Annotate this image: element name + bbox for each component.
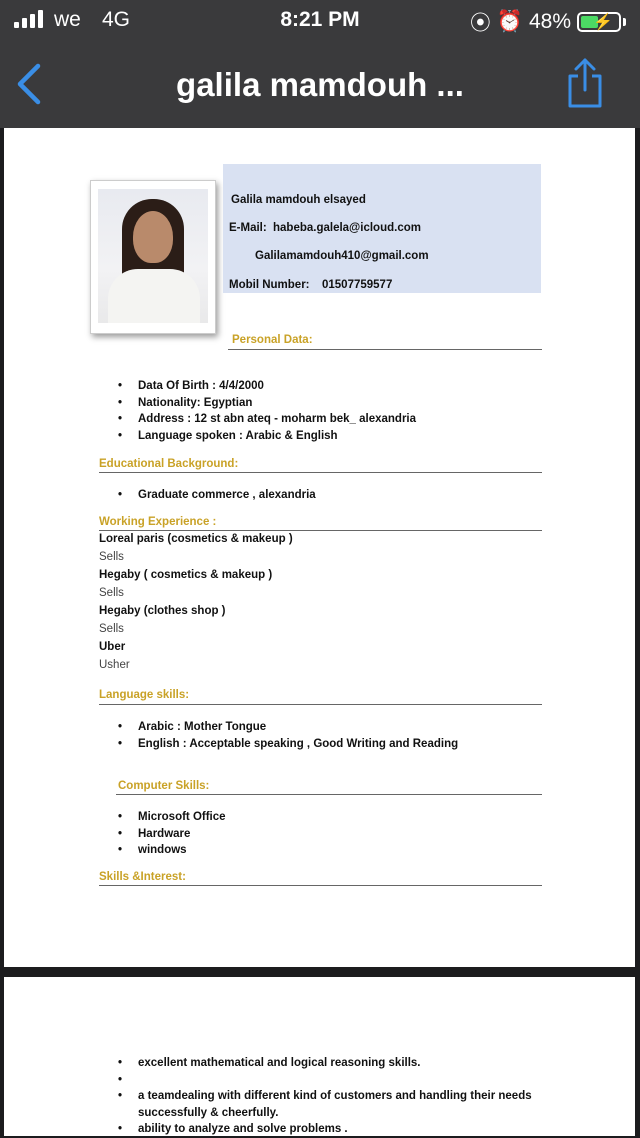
list-item: • English : Acceptable speaking , Good Writing and Reading [116, 736, 458, 753]
list-item: • Data Of Birth : 4/4/2000 [116, 378, 416, 395]
email-secondary: Galilamamdouh410@gmail.com [255, 250, 429, 262]
navigation-bar [0, 40, 640, 128]
status-bar [0, 0, 640, 40]
divider [116, 794, 542, 795]
list-item: • windows [116, 842, 226, 859]
mobile-number: 01507759577 [322, 279, 393, 291]
document-page-1[interactable] [4, 128, 635, 967]
skills-interest-list [116, 1055, 532, 1138]
email-primary: habeba.galela@icloud.com [273, 222, 421, 234]
work-company: Uber [99, 641, 126, 653]
back-chevron-icon[interactable] [14, 62, 48, 106]
divider [99, 704, 542, 705]
work-experience-heading: Working Experience : [99, 516, 217, 528]
divider [99, 530, 542, 531]
list-item: • Nationality: Egyptian [116, 395, 416, 412]
list-item: • Address : 12 st abn ateq - moharm bek_ alexandria [116, 411, 416, 428]
language-skills-list [116, 719, 458, 752]
status-icons [470, 7, 626, 37]
full-name: Galila mamdouh elsayed [231, 194, 366, 206]
list-item: • a teamdealing with different kind of customers and handling their needs [116, 1088, 532, 1105]
list-item [116, 1072, 532, 1089]
language-skills-heading: Language skills: [99, 689, 190, 701]
list-item: • Arabic : Mother Tongue [116, 719, 458, 736]
document-title: galila mamdouh ... [176, 66, 464, 103]
work-role: Sells [99, 551, 124, 563]
battery-percent: 48% [528, 10, 571, 33]
education-heading: Educational Background: [99, 458, 239, 470]
skills-interest-heading: Skills &Interest: [99, 871, 186, 883]
education-list [116, 487, 316, 504]
carrier-name: we [54, 8, 81, 31]
list-item-continuation: successfully & cheerfully. [138, 1106, 279, 1119]
personal-data-list [116, 378, 416, 444]
computer-skills-heading: Computer Skills: [118, 780, 210, 792]
clock: 8:21 PM [280, 8, 360, 31]
battery-icon: ⚡ [577, 12, 621, 32]
list-item: • Hardware [116, 826, 226, 843]
list-item: • Graduate commerce , alexandria [116, 487, 316, 504]
rotation-lock-icon: ⦿ [469, 12, 491, 35]
divider [99, 885, 542, 886]
signal-icon [14, 10, 43, 28]
work-company: Loreal paris (cosmetics & makeup ) [99, 533, 293, 545]
share-icon[interactable] [564, 56, 606, 110]
work-company: Hegaby (clothes shop ) [99, 605, 226, 617]
work-role: Usher [99, 659, 130, 671]
network-type: 4G [102, 8, 131, 31]
work-role: Sells [99, 623, 124, 635]
computer-skills-list [116, 809, 226, 859]
divider [99, 472, 542, 473]
list-item: • ability to analyze and solve problems . [116, 1121, 532, 1138]
document-page-2[interactable] [4, 977, 635, 1136]
divider [228, 349, 542, 350]
email-label: E-Mail: [229, 222, 267, 234]
list-item: • Language spoken : Arabic & English [116, 428, 416, 445]
work-role: Sells [99, 587, 124, 599]
contact-box [223, 164, 541, 293]
mobile-label: Mobil Number: [229, 279, 310, 291]
list-item: • excellent mathematical and logical reasoning skills. [116, 1055, 532, 1072]
work-company: Hegaby ( cosmetics & makeup ) [99, 569, 273, 581]
list-item: • Microsoft Office [116, 809, 226, 826]
alarm-icon: ⏰ [496, 10, 523, 33]
profile-photo [90, 180, 216, 334]
personal-data-heading: Personal Data: [232, 334, 313, 346]
